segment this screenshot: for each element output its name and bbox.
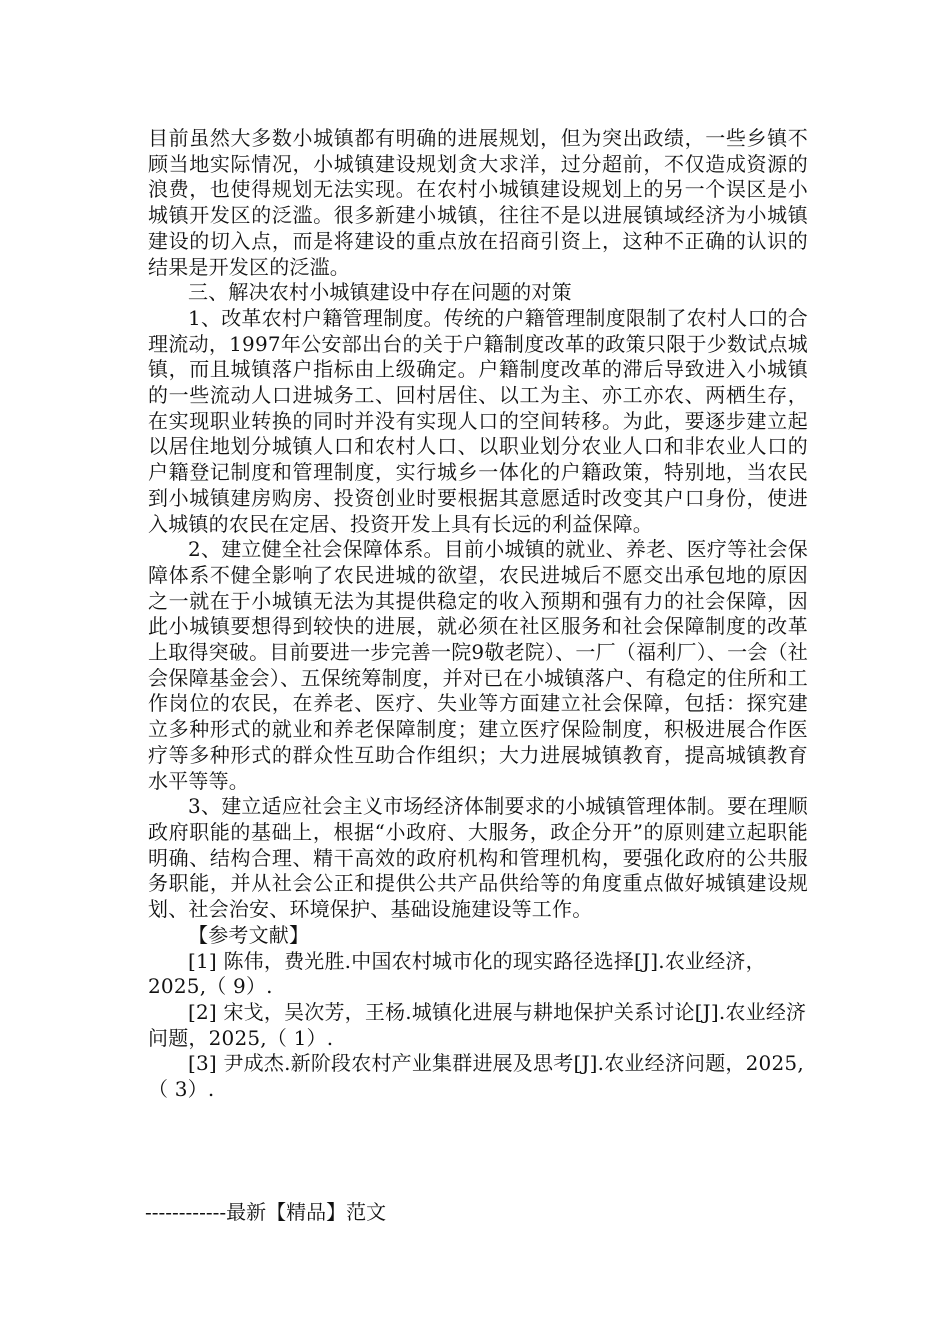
- body-paragraph: 目前虽然大多数小城镇都有明确的进展规划，但为突出政绩，一些乡镇不顾当地实际情况，小城镇建设规划贪大求洋，过分超前，不仅造成资源的浪费，也使得规划无法实现。在农村小城镇建设规划上的另一个误区是小城镇开发区的泛滥。很多新建小城镇，往往不是以进展镇域经济为小城镇建设的切入点，而是将建设的重点放在招商引资上，这种不正确的认识的结果是开发区的泛滥。: [148, 126, 808, 279]
- section-heading: 三、解决农村小城镇建设中存在问题的对策: [188, 280, 572, 305]
- body-paragraph: 2、建立健全社会保障体系。目前小城镇的就业、养老、医疗等社会保障体系不健全影响了农民进城的欲望，农民进城后不愿交出承包地的原因之一就在于小城镇无法为其提供稳定的收入预期和强有力的社会保障，因此小城镇要想得到较快的进展，就必须在社区服务和社会保障制度的改革上取得突破。目前要进一步完善一院9敬老院）、一厂（福利厂）、一会（社会保障基金会）、五保统筹制度，并对已在小城镇落户、有稳定的住所和工作岗位的农民，在养老、医疗、失业等方面建立社会保障，包括：探究建立多种形式的就业和养老保障制度；建立医疗保险制度，积极进展合作医疗等多种形式的群众性互助合作组织；大力进展城镇教育，提高城镇教育水平等等。: [148, 537, 808, 793]
- reference-item: [1] 陈伟，费光胜.中国农村城市化的现实路径选择[J].农业经济，2025,（ 9）.: [148, 948, 766, 999]
- page-footer: ------------最新【精品】范文: [145, 1200, 387, 1224]
- body-paragraph: 3、建立适应社会主义市场经济体制要求的小城镇管理体制。要在理顺政府职能的基础上，根据“小政府、大服务，政企分开”的原则建立起职能明确、结构合理、精干高效的政府机构和管理机构，要强化政府的公共服务职能，并从社会公正和提供公共产品供给等的角度重点做好城镇建设规划、社会治安、环境保护、基础设施建设等工作。: [148, 794, 808, 922]
- body-paragraph: 1、改革农村户籍管理制度。传统的户籍管理制度限制了农村人口的合理流动，1997年公安部出台的关于户籍制度改革的政策只限于少数试点城镇，而且城镇落户指标由上级确定。户籍制度改革的滞后导致进入小城镇的一些流动人口进城务工、回村居住、以工为主、亦工亦农、两栖生存，在实现职业转换的同时并没有实现人口的空间转移。为此，要逐步建立起以居住地划分城镇人口和农村人口、以职业划分农业人口和非农业人口的户籍登记制度和管理制度，实行城乡一体化的户籍政策，特别地，当农民到小城镇建房购房、投资创业时要根据其意愿适时改变其户口身份，使进入城镇的农民在定居、投资开发上具有长远的利益保障。: [148, 305, 808, 536]
- reference-item: [3] 尹成杰.新阶段农村产业集群进展及思考[J].农业经济问题，2025,（ 3）.: [148, 1051, 804, 1102]
- references-heading: 【参考文献】: [188, 922, 310, 947]
- reference-item: [2] 宋戈，吴次芳，王杨.城镇化进展与耕地保护关系讨论[J].农业经济问题，2025,（ 1）.: [148, 999, 807, 1050]
- document-body: [148, 126, 808, 1103]
